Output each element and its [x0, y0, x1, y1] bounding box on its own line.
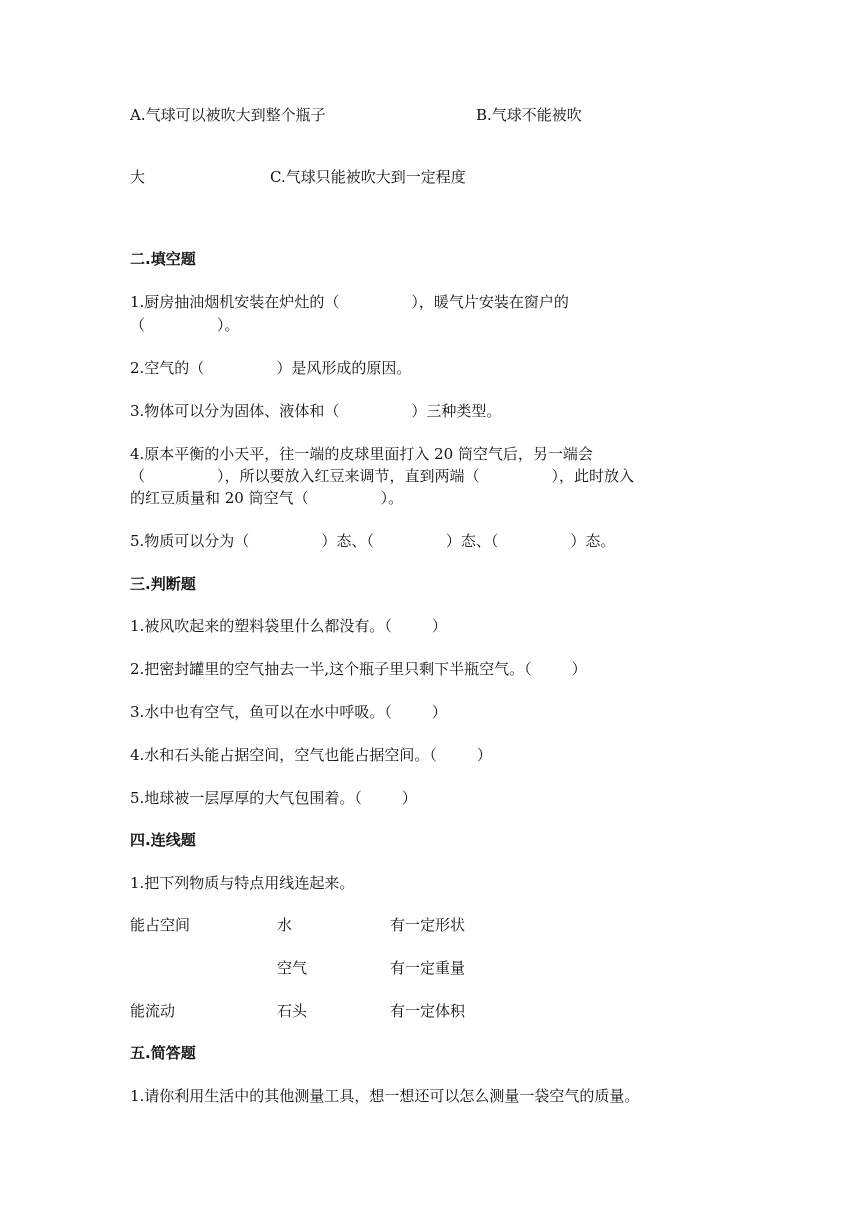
option-c: C.气球只能被吹大到一定程度	[270, 168, 466, 186]
section-heading-short: 五.简答题	[130, 1044, 196, 1062]
match-right-item: 有一定体积	[390, 1002, 466, 1020]
match-left-item: 能占空间	[130, 916, 191, 934]
judge-item: 2.把密封罐里的空气抽去一半,这个瓶子里只剩下半瓶空气。（ ）	[130, 660, 587, 678]
short-q1: 1.请你利用生活中的其他测量工具，想一想还可以怎么测量一袋空气的质量。	[130, 1087, 640, 1105]
fill-q5: 5.物质可以分为（ ）态、（ ）态、（ ）态。	[130, 532, 616, 550]
judge-item: 4.水和石头能占据空间，空气也能占据空间。（ ）	[130, 746, 492, 764]
fill-q3: 3.物体可以分为固体、液体和（ ）三种类型。	[130, 402, 502, 420]
judge-item: 5.地球被一层厚厚的大气包围着。（ ）	[130, 789, 417, 807]
match-middle-item: 水	[277, 916, 293, 934]
match-left-item: 能流动	[130, 1002, 176, 1020]
fill-q2: 2.空气的（ ）是风形成的原因。	[130, 359, 412, 377]
match-instruction: 1.把下列物质与特点用线连起来。	[130, 874, 355, 892]
section-heading-match: 四.连线题	[130, 831, 196, 849]
section-heading-judge: 三.判断题	[130, 575, 196, 593]
section-heading-fill: 二.填空题	[130, 250, 196, 268]
judge-item: 3.水中也有空气，鱼可以在水中呼吸。（ ）	[130, 703, 447, 721]
fill-q4-line2: （ ），所以要放入红豆来调节，直到两端（ ），此时放入	[130, 467, 635, 485]
match-middle-item: 石头	[277, 1002, 308, 1020]
option-b: B.气球不能被吹	[476, 106, 582, 124]
fill-q1-line2: （ ）。	[130, 316, 240, 334]
match-right-item: 有一定形状	[390, 916, 466, 934]
judge-item: 1.被风吹起来的塑料袋里什么都没有。（ ）	[130, 617, 447, 635]
option-b-continuation: 大	[130, 168, 146, 186]
fill-q4-line1: 4.原本平衡的小天平，往一端的皮球里面打入 20 筒空气后，另一端会	[130, 445, 593, 463]
fill-q4-line3: 的红豆质量和 20 筒空气（ ）。	[130, 489, 404, 507]
match-middle-item: 空气	[277, 959, 308, 977]
match-right-item: 有一定重量	[390, 959, 466, 977]
fill-q1-line1: 1.厨房抽油烟机安装在炉灶的（ ），暖气片安装在窗户的	[130, 293, 569, 311]
option-a: A.气球可以被吹大到整个瓶子	[130, 106, 326, 124]
